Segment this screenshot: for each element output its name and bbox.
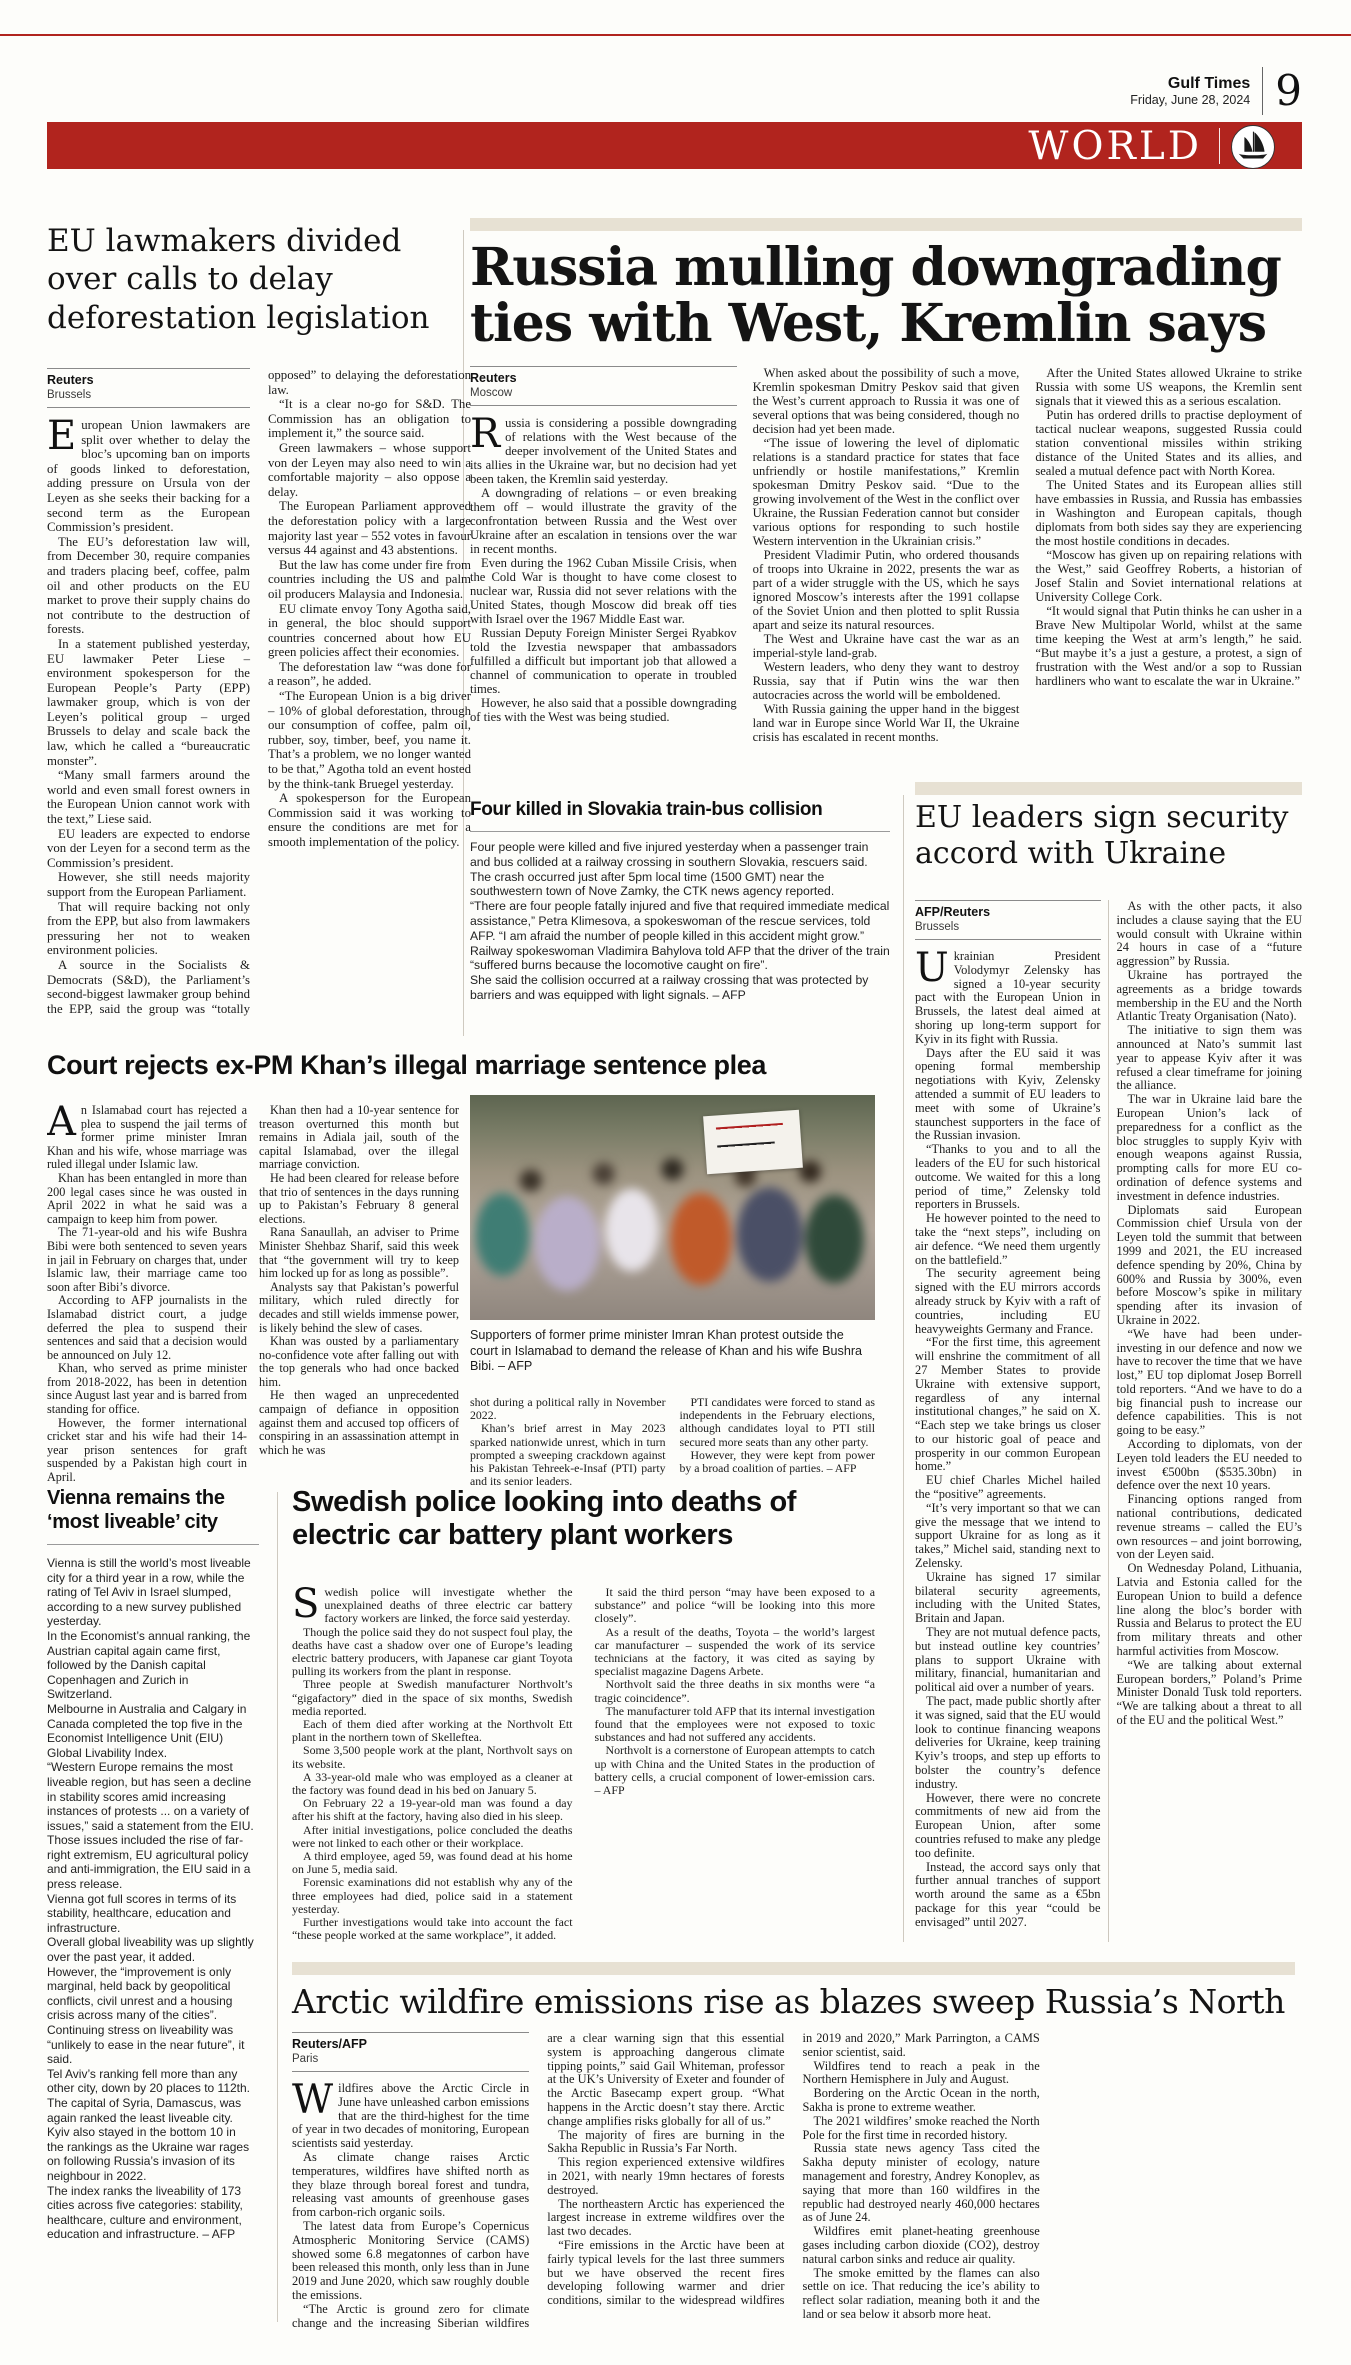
khan-body-continued [470,1396,875,1496]
paragraph: Further investigations would take into account the fact “these people worked at the same workplace”, it added. [292,1915,573,1943]
paragraph: “The European Union is a big driver – 10% of global deforestation, through our consumption of coffee, palm oil, rubber, soy, timber, beef, you name it. That’s a problem, we no longer wanted to be that,” Agotha told an event hosted by the think-tank Bruegel yesterday. [268,689,471,791]
vienna-body [47,1556,255,2328]
column-separator [277,1492,278,2322]
masthead-text [1130,75,1250,108]
paragraph: The northeastern Arctic has experienced the largest increase in extreme wildfires over the last two decades. [547,2196,785,2239]
top-rule [0,34,1351,36]
paragraph: Financing options ranged from national contributions, dedicated revenue streams – called the EU’s own resources – and joint borrowing, von der Leyen said. [1116,1492,1302,1562]
paragraph: However, he also said that a possible downgrading of ties with the West was being studied. [470,696,737,724]
russia-body [470,366,1302,748]
article-text [47,368,471,1036]
paragraph: Those issues included the rise of far-right extremism, EU agricultural policy and anti-immigration, the EIU said in a press release. [47,1833,251,1892]
paragraph: Three people at Swedish manufacturer Northvolt’s “gigafactory” died in the space of six months, Swedish media reported. [292,1677,573,1718]
paragraph: That will require backing not only from the EPP, but also from lawmakers pressuring her not to weaken environment policies. [47,899,250,958]
paragraph: The majority of fires are burning in the Sakha Republic in Russia’s Far North. [547,2127,785,2156]
paragraph: Green lawmakers – whose support von der Leyen may also need to win a comfortable majority – also oppose a delay. [268,440,471,499]
paragraph: Overall global liveability was up slightly over the past year, it added. [47,1935,254,1965]
paragraph: The 71-year-old and his wife Bushra Bibi were both sentenced to seven years in jail in February on charges that, under Islamic law, their marriage came too soon after Bibi’s divorce. [47,1225,247,1294]
paragraph: Vienna got full scores in terms of its stability, healthcare, education and infrastructure. [47,1891,237,1935]
paper-name: Gulf Times [1167,74,1251,92]
photo-caption: Supporters of former prime minister Imran Khan protest outside the court in Islamabad to demand the release of Khan and his wife Bushra Bibi. – AFP [470,1328,863,1374]
paragraph: “It is a clear no-go for S&D. The Commission has an obligation to implement it,” the source said. [268,397,471,441]
vienna-headline: Vienna remains the ‘most liveable’ city [47,1486,259,1545]
section-banner [47,122,1302,169]
paragraph: Forensic examinations did not establish why any of the three employees had died, police said in a statement yesterday. [292,1875,573,1916]
paragraph: The smoke emitted by the flames can also settle on ice. That reducing the ice’s ability to reflect solar radiation, meaning both it and the land or sea below it absorb more heat. [802,2265,1040,2321]
paragraph: “Many small farmers around the world and even small forest owners in the European Union cannot work with the text,” Liese said. [47,768,250,827]
paragraph: Northvolt is a cornerstone of European attempts to catch up with China and the United States in the production of battery cells, a crucial component of lower-emission cars. – AFP [594,1743,875,1798]
paragraph: Some 3,500 people work at the plant, Northvolt says on its website. [292,1743,573,1771]
byline [915,900,1101,940]
paragraph: Wildfires above the Arctic Circle in June have unleashed carbon emissions that are the third-highest for the time of year in two decades of monitoring, European scientists said yesterday. [292,2077,530,2151]
paragraph: A spokesperson for the European Commission said it was working to ensure the conditions are met for a smooth implementation of the policy. [268,791,471,849]
paragraph: EU leaders are expected to endorse von der Leyen for a second term as the Commission’s president. [47,826,250,870]
khan-protest-photo [470,1095,875,1320]
paragraph: Khan, who served as prime minister from 2018-2022, has been in detention since August last year and is barred from standing for office. [47,1361,247,1417]
paragraph: On Wednesday Poland, Lithuania, Latvia and Estonia called for the European Union to build a defence line along the bloc’s border with Russia and Belarus to protect the EU from military threats and other harmful activities from Moscow. [1116,1561,1302,1659]
paragraph: According to diplomats, von der Leyen told leaders the EU needed to invest €500bn ($535.30bn) in defence over the next 10 years. [1116,1437,1302,1493]
paragraph: A downgrading of relations – or even breaking them off – would illustrate the gravity of the confrontation between Russia and the West over Ukraine after an escalation in tensions over the war in recent months. [470,486,737,556]
paragraph: Khan’s brief arrest in May 2023 sparked nationwide unrest, which in turn prompted a sweeping crackdown against his Pakistan Tehreek-e-Insaf (PTI) party and its senior leaders. [470,1421,666,1489]
paragraph: Northvolt said the three deaths in six months were “a tragic coincidence”. [594,1677,875,1705]
paragraph: A source in the Socialists & Democrats (S&D), the Parliament’s second-biggest lawmaker group behind the EPP, said the group was “totally opposed” to delaying the deforestation law. [47,368,471,1016]
paragraph: Ukrainian President Volodymyr Zelensky has signed a 10-year security pact with the European Union in Brussels, the latest deal aimed at shoring up long-term support for Kyiv in its fight with Russia. [915,945,1101,1046]
paragraph: An Islamabad court has rejected a plea to suspend the jail terms of former prime minister Imran Khan and his wife, whose marriage was ruled illegal under Islamic law. [47,1104,247,1172]
paragraph: After the United States allowed Ukraine to strike Russia with some US weapons, the Kremlin sent signals that it viewed this as a serious escalation. [1035,366,1302,408]
paragraph: The index ranks the liveability of 173 cities across five categories: stability, healthcare, culture and environment, education and infrastructure. – AFP [47,2183,243,2242]
paragraph: President Vladimir Putin, who ordered thousands of troops into Ukraine in 2022, presents the war as part of a wider struggle with the US, which he says ignored Moscow’s interests after the 1991 collapse of the Soviet Union and then plotted to split Russia apart and seize its natural resources. [752,548,1020,632]
paragraph: However, there were no concrete commitments of new aid from the European Union, after some countries refused to make any pledge too definite. [915,1790,1101,1860]
paragraph: EU chief Charles Michel hailed the “positive” agreements. [915,1473,1101,1502]
paragraph: Khan then had a 10-year sentence for treason overturned this month but remains in Adiala jail, south of the capital Islamabad, over the illegal marriage conviction. [259,1104,459,1172]
paragraph: “We have had been under-investing in our defence and now we have to recover the time that we have lost,” EU top diplomat Josep Borrell told reporters. “And we have to do a big financial push to increase our defence capabilities. This is not going to be easy.” [1116,1326,1302,1438]
paragraph: Putin has ordered drills to practise deployment of tactical nuclear weapons, suggested Russia could station conventional missiles within striking distance of the United States and its allies, and sealed a mutual defence pact with North Korea. [1035,408,1302,478]
paragraph: The 2021 wildfires’ smoke reached the North Pole for the first time in recorded history. [802,2113,1040,2142]
paragraph: “The issue of lowering the level of diplomatic relations is a standard practice for states that face unfriendly or hostile manifestations,” Kremlin spokesman Dmitry Peskov said. “Due to the growing involvement of the West in the conflict over Ukraine, the Russian Federation cannot but consider various options for responding to such hostile Western intervention in the Ukrainian crisis.” [752,436,1020,548]
paragraph: The deforestation law “was done for a reason”, he added. [268,659,471,689]
paragraph: Russia state news agency Tass cited the Sakha deputy minister of ecology, nature management and forestry, Andrey Konoplev, as saying that more than 160 wildfires in the republic had destroyed nearly 460,000 hectares as of June 24. [802,2141,1040,2225]
issue-date: Friday, June 28, 2024 [1130,92,1251,107]
paragraph: The manufacturer told AFP that its internal investigation found that the employees were not exposed to toxic substances and had not suffered any accidents. [594,1703,875,1745]
khan-headline: Court rejects ex-PM Khan’s illegal marriage sentence plea [47,1050,766,1080]
banner-divider [1219,128,1220,164]
byline-agency: Reuters [47,373,94,387]
article-text [470,1396,875,1496]
paragraph: “For the first time, this agreement will enshrine the commitment of all 27 Member States to provide Ukraine with extensive support, regardless of any internal institutional changes,” he said on X. “Each step we take brings us closer to our historic goal of peace and prosperity in our common European home.” [915,1335,1101,1474]
byline-agency: Reuters [470,371,517,385]
paragraph: After initial investigations, police concluded the deaths were not linked to each other or their workplace. [292,1822,573,1850]
paragraph: The latest data from Europe’s Copernicus Atmospheric Monitoring Service (CAMS) showed some 6.8 megatonnes of carbon have been released this month, only less than in June 2019 and June 2020, which saw roughly double the emissions. [292,2218,530,2302]
kicker-bar [292,1962,1295,1975]
paragraph: “Western Europe remains the most liveable region, but has seen a decline in stability scores amid increasing instances of protests ... on a variety of issues,” said a statement from the EIU. [47,1760,254,1833]
paragraph: The capital of Syria, Damascus, was again ranked the least liveable city. [47,2095,242,2125]
eu-ukraine-body [915,900,1302,1942]
paragraph: Railway spokeswoman Vladimira Bahylova told AFP that the driver of the train “suffered burns because the locomotive caught on fire”. [470,943,890,973]
paragraph: The initiative to sign them was announced at Nato’s summit last year to appease Kyiv after it was refused a clear timeframe for joining the alliance. [1116,1023,1302,1093]
photo-protest-placard [703,1110,803,1175]
paragraph: He then waged an unprecedented campaign of defiance in opposition against them and accused top officers of conspiring in an assassination attempt in which he was [259,1388,459,1457]
paragraph: However, they were kept from power by a broad coalition of parties. – AFP [679,1447,875,1476]
masthead [950,64,1302,118]
paragraph: Wildfires emit planet-heating greenhouse gases including carbon dioxide (CO2), destroy natural carbon sinks and reduce air quality. [802,2224,1040,2266]
paragraph: “Thanks to you and to all the leaders of the EU for such historical outcome. We waited for this a long period of time,” Zelensky told reporters in Brussels. [915,1142,1101,1212]
kicker-bar [915,782,1302,795]
slovakia-headline: Four killed in Slovakia train-bus collision [470,798,890,832]
article-text [470,366,1302,748]
paragraph: In the Economist’s annual ranking, the Austrian capital again came first, followed by the Danish capital Copenhagen and Zurich in Switzerland. [47,1628,251,1702]
paragraph: “The Arctic is ground zero for climate change and the increasing Siberian wildfires are a clear warning sign that this essential system is approaching dangerous climate tipping points,” said Gail Whiteman, professor at the UK’s University of Exeter and founder of the Arctic Basecamp expert group. “What happens in the Arctic doesn’t stay there. Arctic change amplifies risks globally for all of us.” [292,2032,785,2330]
masthead-divider [1262,67,1263,115]
northvolt-body [292,1586,875,1954]
paragraph: Melbourne in Australia and Calgary in Canada completed the top five in the Economist Intelligence Unit (EIU) Global Livability Index. [47,1701,247,1760]
paragraph: The European Parliament approved the deforestation policy with a large majority last year – 552 votes in favour versus 44 against and 43 abstentions. [268,499,471,558]
northvolt-headline: Swedish police looking into deaths of electric car battery plant workers [292,1486,797,1551]
paragraph: He had been cleared for release before that trio of sentences in the days running up to Pakistan’s February 8 general elections. [259,1170,459,1226]
paragraph: The pact, made public shortly after it was signed, said that the EU would look to continue financing weapons deliveries for Ukraine, keep training Kyiv’s troops, and step up efforts to bolster the country’s defence industry. [915,1694,1101,1791]
paragraph: Vienna is still the world’s most liveable city for a third year in a row, while the rating of Tel Aviv in Israel slumped, according to a new survey published yesterday. [47,1556,251,1629]
paragraph: A 33-year-old male who was employed as a cleaner at the factory was found dead in his bed on January 5. [292,1769,573,1798]
article-text [47,1104,459,1490]
byline-location: Brussels [47,389,92,401]
paragraph: Kyiv also stayed in the bottom 10 in the rankings as the Ukraine war rages on following Russia’s invasion of its neighbour in 2022. [47,2125,250,2183]
paragraph: Four people were killed and five injured yesterday when a passenger train and bus collided at a railway crossing in southern Slovakia, rescuers said. [470,840,869,869]
paragraph: In a statement published yesterday, EU lawmaker Peter Liese – environment spokesperson for the European People’s Party (EPP) lawmaker group, which is von der Leyen’s political group – urged Brussels to delay and scale back the law, which he called a “bureaucratic monster”. [47,636,250,768]
column-separator [903,795,904,1942]
paragraph: PTI candidates were forced to stand as independents in the February elections, although candidates loyal to PTI still secured more seats than any other party. [679,1396,875,1449]
paragraph: “Fire emissions in the Arctic have been at fairly typical levels for the last three summers but we have observed the recent fires developing following warmer and drier conditions, similar to the widespread wildfires in 2019 and 2020,” Mark Parrington, a CAMS senior scientist, said. [547,2032,1040,2308]
paragraph: Ukraine has portrayed the agreements as a bridge towards membership in the EU and the North Atlantic Treaty Organisation (Nato). [1116,967,1302,1024]
paragraph: shot during a political rally in November 2022. [470,1396,666,1423]
page-number: 9 [1275,66,1302,115]
dhow-ship-emblem-icon [1230,124,1276,170]
paragraph: Continuing stress on liveability was “unlikely to ease in the near future”, it said. [47,2023,245,2067]
khan-body [47,1104,459,1490]
paragraph: Khan has been entangled in more than 200 legal cases since he was ousted in April 2022 in what he said was a campaign to keep him from power. [47,1170,247,1226]
paragraph: Each of them died after working at the Northvolt Ett plant in the northern town of Skelleftea. [292,1717,573,1745]
paragraph: The West and Ukraine have cast the war as an imperial-style land-grab. [752,632,1020,660]
paragraph: According to AFP journalists in the Islamabad district court, a judge deferred the plea to suspend their sentences and said that a decision would be announced on July 12. [47,1293,247,1362]
article-text [292,1586,875,1954]
byline-agency: Reuters/AFP [292,2037,368,2051]
paragraph: Ukraine has signed 17 similar bilateral security agreements, including with the United States, Britain and Japan. [915,1569,1101,1626]
article-text [292,2032,1040,2334]
paragraph: Western leaders, who deny they want to destroy Russia, say that if Putin wins the war then autocracies across the world will be emboldened. [752,660,1020,702]
paragraph: Even during the 1962 Cuban Missile Crisis, when the Cold War is thought to have come closest to nuclear war, Russia did not sever relations with the United States, though Moscow did break off ties with Israel over the 1967 Middle East war. [470,556,737,626]
paragraph: Though the police said they do not suspect foul play, the deaths have cast a shadow over one of Europe’s leading electric battery producers, with Japanese car giant Toyota pulling its workers from the plant in response. [292,1624,573,1679]
kicker-bar [470,218,1302,231]
paragraph: Diplomats said European Commission chief Ursula von der Leyen told the summit that between 1999 and 2021, the EU increased defence spending by 20%, China by 600% and Russia by 300%, even before Moscow’s spike in military spending after its invasion of Ukraine in 2022. [1116,1202,1302,1327]
paragraph: The security agreement being signed with the EU mirrors accords already struck by Kyiv with a raft of countries, including EU heavyweights Germany and France. [915,1266,1101,1336]
paragraph: The war in Ukraine laid bare the European Union’s lack of preparedness for a conflict as the bloc struggles to supply Kyiv with enough weapons against Russia, prompting calls for more EU co-ordination of defence systems and investment in defence industries. [1116,1092,1302,1203]
paragraph: It said the third person “may have been exposed to a substance” and police “will be looking into this more closely”. [594,1586,875,1626]
paragraph: Tel Aviv’s ranking fell more than any other city, down by 20 places to 112th. [47,2066,251,2096]
paragraph: Russia is considering a possible downgrading of relations with the West because of the deeper involvement of the United States and its allies in the Ukraine war, but no decision had yet been taken, the Kremlin said yesterday. [470,411,737,486]
paragraph: Swedish police will investigate whether the unexplained deaths of three electric car battery factory workers are linked, the force said yesterday. [292,1586,573,1627]
eu-ukraine-headline: EU leaders sign security accord with Ukraine [915,800,1289,871]
paragraph: “There are four people fatally injured and five that required immediate medical assistance,” Petra Klimesova, a spokeswoman of the rescue services, told AFP. “I am afraid the number of people killed in this accident might grow.” [470,899,890,943]
paragraph: “Moscow has given up on repairing relations with the West,” said Geoffrey Roberts, a historian of Josef Stalin and Soviet international relations at University College Cork. [1035,548,1302,604]
paragraph: “It would signal that Putin thinks he can usher in a Brave New Multipolar World, whilst at the same time keeping the West at arm’s length,” he said. “But maybe it’s a just a gesture, a protest, a sign of frustration with the West and/or a sop to Russian hardliners who want to escalate the war in Ukraine.” [1035,604,1302,688]
paragraph: A third employee, aged 59, was found dead at his home on June 5, media said. [292,1849,573,1877]
article-text [915,900,1302,1942]
paragraph: Khan was ousted by a parliamentary no-confidence vote after falling out with the top generals who had once backed him. [259,1334,459,1389]
paragraph: EU climate envoy Tony Agotha said, in general, the bloc should support countries concerned about how EU green policies affect their economies. [268,601,471,660]
slovakia-body [470,840,890,1036]
paragraph: Instead, the accord says only that further annual tranches of support worth around the same as a €5bn package for this year “could be envisaged” until 2027. [915,1859,1101,1929]
paragraph: However, the former international cricket star and his wife had their 14-year prison sentences for graft suspended by a Pakistan high court in April. [47,1415,247,1485]
byline-location: Brussels [915,921,960,933]
russia-headline: Russia mulling downgrading ties with West, Kremlin says [470,237,1281,355]
paragraph: As a result of the deaths, Toyota – the world’s largest car manufacturer – suspended the work of its service technicians at the factory, it was cited as saying by specialist magazine Dagens Arbete. [594,1624,875,1679]
paragraph: He however pointed to the need to take the “next steps”, including on air defence. “We need them urgently on the battlefield.” [915,1211,1101,1267]
byline-location: Paris [292,2053,319,2065]
section-title: WORLD [1028,124,1202,169]
paragraph: Russian Deputy Foreign Minister Sergei Ryabkov told the Izvestia newspaper that ambassadors fulfilled a difficult but important job that allowed a channel of communication to operate in troubled times. [470,626,737,696]
photo-abstract-crowd [470,1095,875,1320]
slovakia-brief [470,798,890,1036]
paragraph: As climate change raises Arctic temperatures, wildfires have shifted north as they blaze through boreal forest and tundra, releasing vast amounts of greenhouse gases from carbon-rich organic soils. [292,2149,530,2220]
paragraph: But the law has come under fire from countries including the US and palm oil producers Malaysia and Indonesia. [268,557,471,601]
paragraph: The United States and its European allies still have embassies in Russia, and Russia has embassies in Washington and European capitals, though diplomats from both sides say they are experiencing the most hostile conditions in decades. [1035,478,1302,548]
paragraph: Wildfires tend to reach a peak in the Northern Hemisphere in July and August. [802,2058,1040,2087]
paragraph: Days after the EU said it was opening formal membership negotiations with Kyiv, Zelensky attended a summit of EU leaders to meet with some of Ukraine’s staunchest supporters in the face of the Russian invasion. [915,1045,1101,1143]
byline-agency: AFP/Reuters [915,905,991,919]
paragraph: “It’s very important so that we can give the message that we intend to support Ukraine for as long as it takes,” Michel said, standing next to Zelensky. [915,1500,1101,1571]
paragraph: As with the other pacts, it also includes a clause saying that the EU would consult with Ukraine within 24 hours in case of a “future aggression” by Russia. [1116,900,1302,969]
arctic-headline: Arctic wildfire emissions rise as blazes sweep Russia’s North [292,1982,1285,2021]
byline [292,2032,529,2072]
byline-location: Moscow [470,387,513,399]
paragraph: They are not mutual defence pacts, but instead outline key countries’ plans to support Ukraine with military, financial, humanitarian and political aid over a number of years. [915,1625,1101,1695]
deforestation-body [47,368,471,1036]
deforestation-headline: EU lawmakers divided over calls to delay deforestation legislation [47,223,430,336]
paragraph: Rana Sanaullah, an adviser to Prime Minister Shehbaz Sharif, said this week that “the government will try to keep him locked up for as long as possible”. [259,1225,459,1281]
arctic-body [292,2032,1295,2334]
paragraph: Bordering on the Arctic Ocean in the north, Sakha is prone to extreme weather. [802,2086,1040,2114]
paragraph: This region experienced extensive wildfires in 2021, with nearly 19mn hectares of forests destroyed. [547,2155,785,2197]
paragraph: The crash occurred just after 5pm local time (1500 GMT) near the southwestern town of Nove Zamky, the CTK news agency reported. [470,869,835,899]
paragraph: “We are talking about external European borders,” Poland’s Prime Minister Donald Tusk told reporters. “We are talking about a threat to all of the EU and the political West.” [1116,1657,1302,1728]
paragraph: However, the “improvement is only marginal, held back by geopolitical conflicts, civil unrest and a housing crisis across many of the cities”. [47,1964,233,2023]
paragraph: When asked about the possibility of such a move, Kremlin spokesman Dmitry Peskov said that given the West’s current approach to Russia it was one of several options that was being considered, though no decision had yet been made. [752,366,1020,436]
paragraph: With Russia gaining the upper hand in the biggest land war in Europe since World War II, the Ukraine crisis has escalated in recent months. [752,702,1020,744]
paragraph: European Union lawmakers are split over whether to delay the bloc’s upcoming ban on imports of goods linked to deforestation, adding pressure on Ursula von der Leyen as she seeks their backing for a second term as the European Commission’s president. [47,413,250,535]
byline [470,366,737,406]
paragraph: Analysts say that Pakistan’s powerful military, which ruled directly for decades and still wields immense power, is likely behind the slew of cases. [259,1279,459,1335]
paragraph: However, she still needs majority support from the European Parliament. [47,870,250,899]
paragraph: The EU’s deforestation law will, from December 30, require companies and traders placing beef, coffee, palm oil and other products on the EU market to prove their supply chains do not contribute to the destruction of forests. [47,534,250,637]
paragraph: On February 22 a 19-year-old man was found a day after his shift at the factory, having also died in his sleep. [292,1796,573,1824]
paragraph: She said the collision occurred at a railway crossing that was protected by barriers and was equipped with light signals. – AFP [470,973,869,1002]
byline [47,368,250,408]
